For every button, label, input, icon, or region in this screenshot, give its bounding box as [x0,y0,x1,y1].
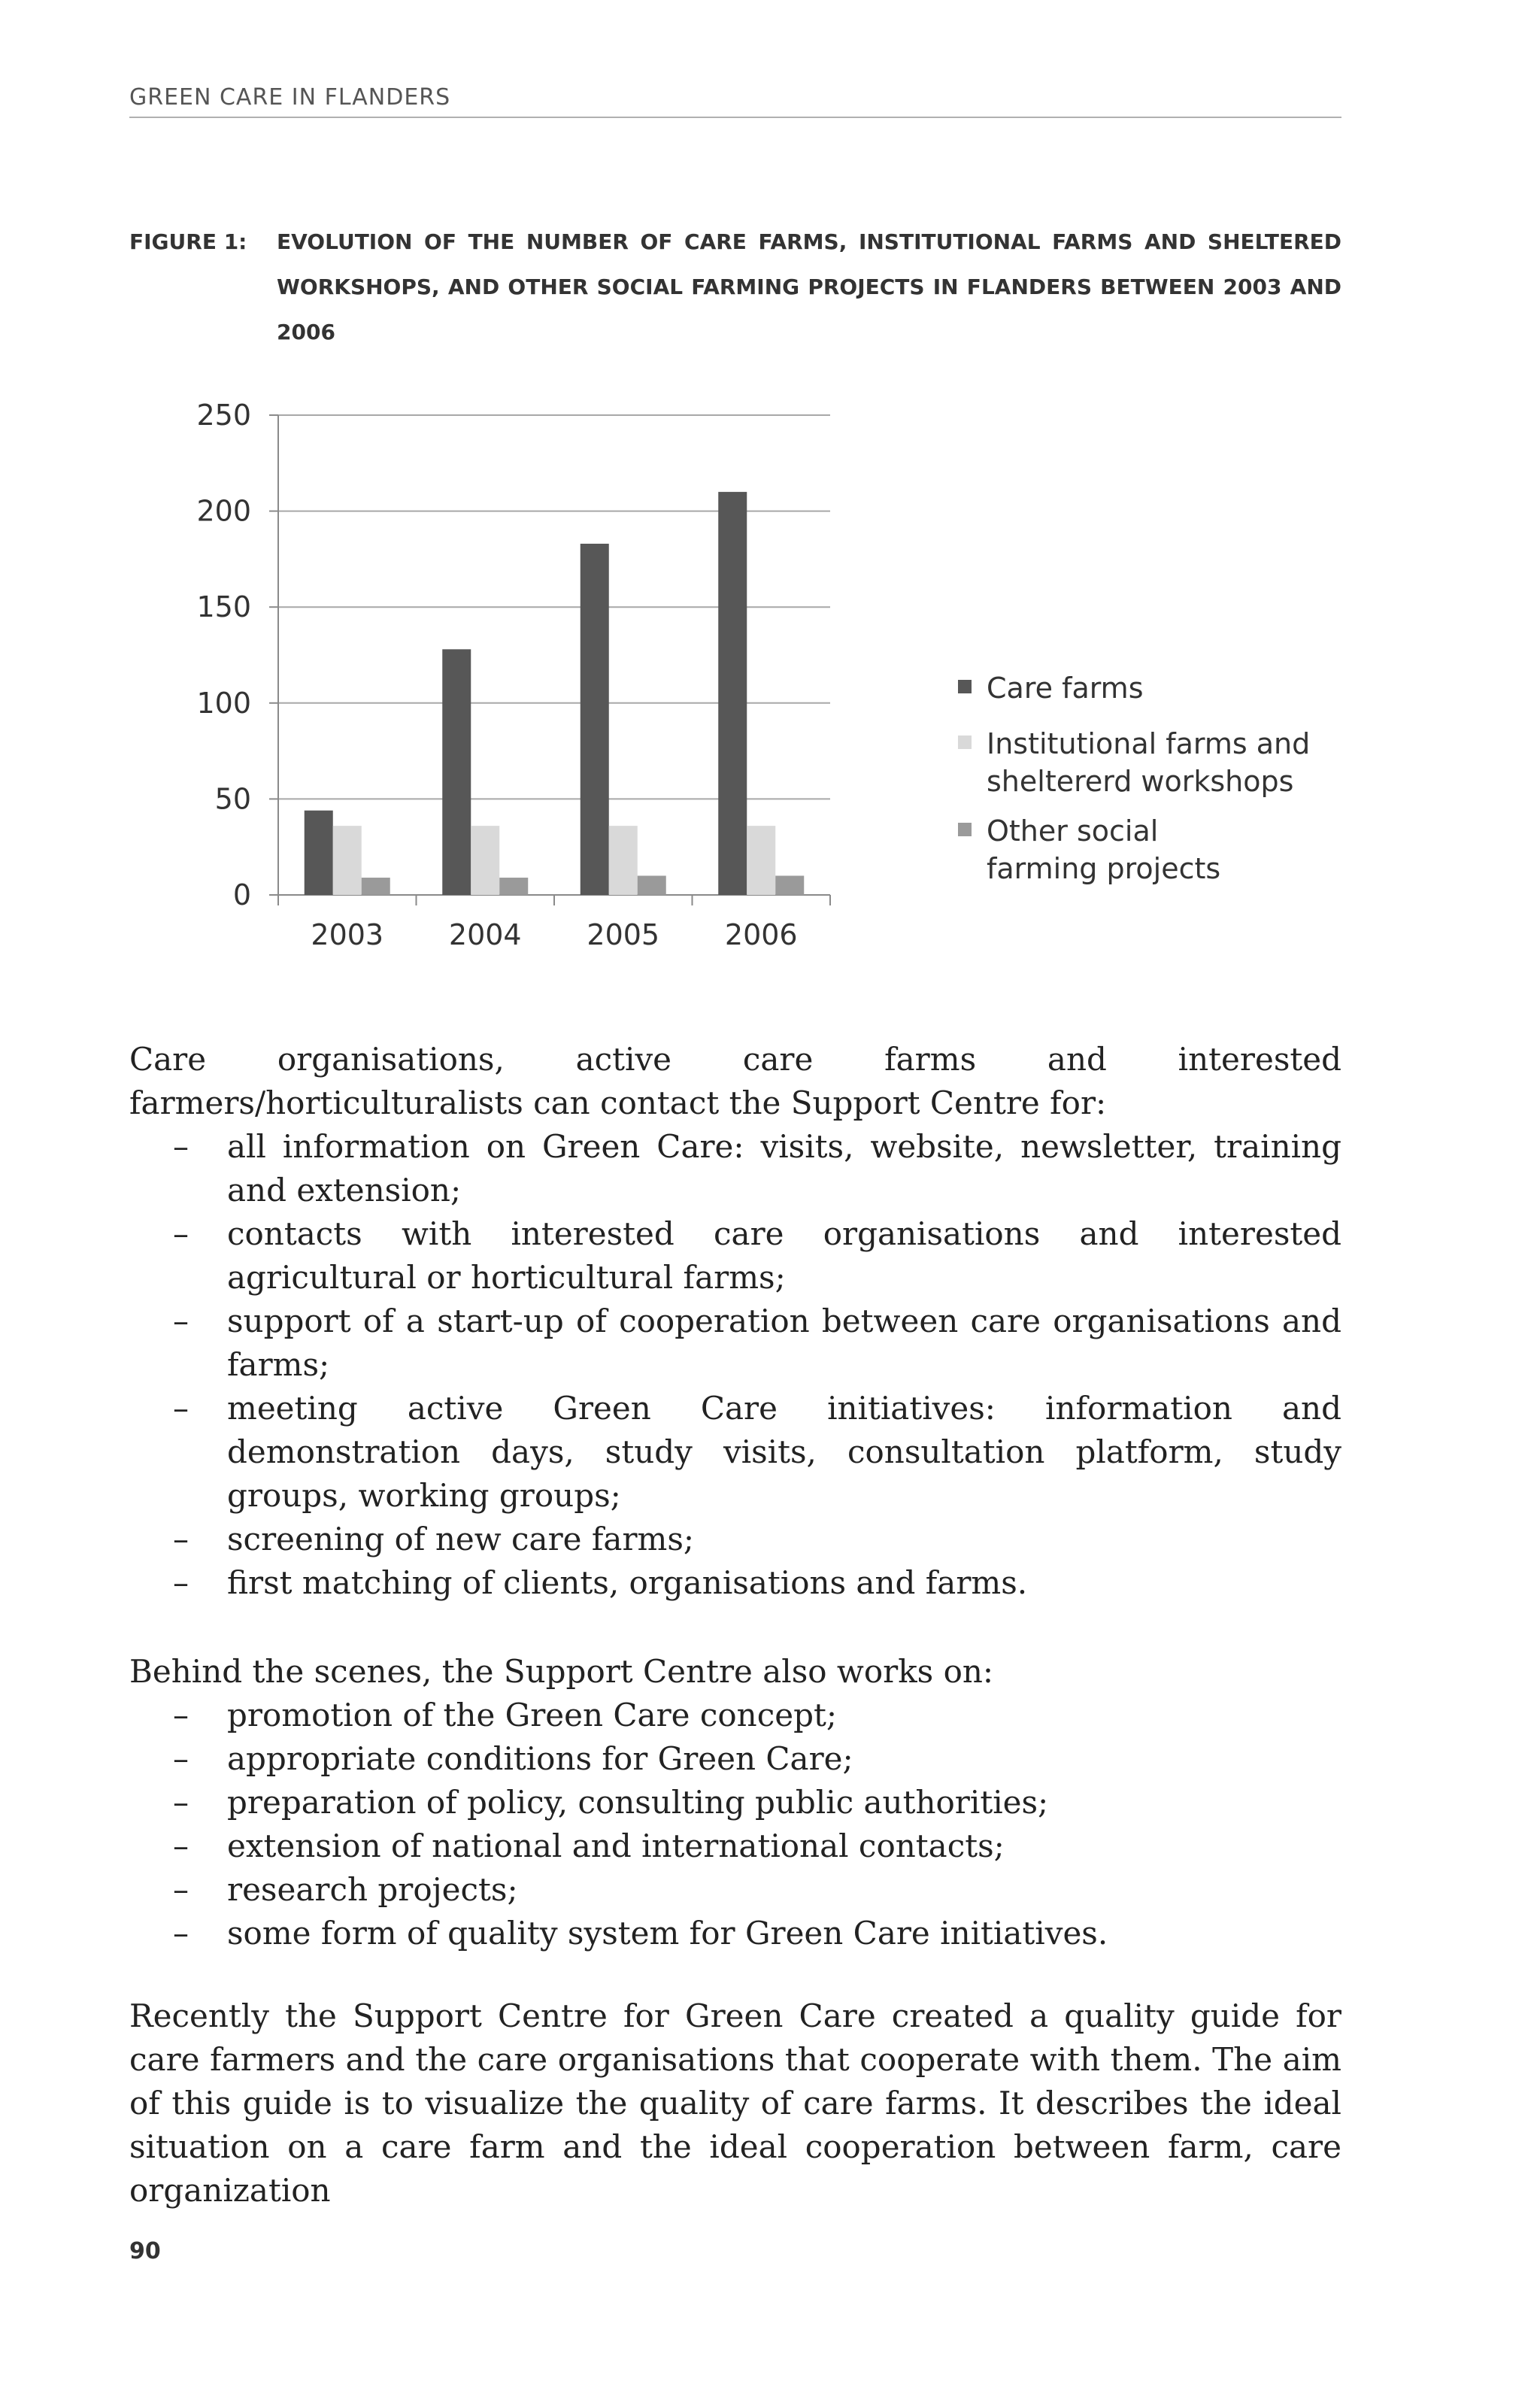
list-item: – first matching of clients, organisations and farms. [129,1561,1341,1605]
bar [775,875,804,895]
list-item: – all information on Green Care: visits, website, newsletter, training and extension; [129,1125,1341,1212]
list-item: – meeting active Green Care initiatives: information and demonstration days, study visits, consultation platform, study groups, working groups; [129,1387,1341,1518]
list-item: – some form of quality system for Green Care initiatives. [129,1912,1341,1955]
behind-the-scenes [129,1650,1341,1955]
bar [362,878,390,895]
y-tick-label: 250 [196,399,251,432]
legend-swatch [958,736,972,749]
list-item: – research projects; [129,1868,1341,1912]
legend-swatch [958,823,972,836]
running-title: GREEN CARE IN FLANDERS [129,84,451,111]
page-number: 90 [129,2238,161,2264]
legend-label: Other social [987,814,1159,848]
section1-intro: Care organisations, active care farms and interested farmers/horticulturalists can contact the Support Centre for: [129,1041,1341,1121]
legend-label: Institutional farms and [987,727,1311,760]
bar-chart [0,0,1540,1000]
y-tick-label: 100 [196,686,251,720]
x-tick-label: 2005 [587,918,660,951]
list-item: – screening of new care farms; [129,1518,1341,1561]
bar [609,826,638,895]
legend-swatch [958,680,972,693]
list-item: – contacts with interested care organisations and interested agricultural or horticultural farms; [129,1212,1341,1300]
bar [333,826,362,895]
bar [442,649,471,895]
bar [638,875,666,895]
y-tick-label: 50 [214,782,251,816]
list-item: – appropriate conditions for Green Care; [129,1737,1341,1781]
section3-text: Recently the Support Centre for Green Care created a quality guide for care farmers and the care organisations that cooperate with them. The aim of this guide is to visualize the quality of care farms. It describes the ideal situation on a care farm and the ideal cooperation between farm, care organization [129,1997,1341,2209]
bar [471,826,499,895]
x-tick-label: 2004 [448,918,522,951]
section2-list [129,1694,1341,1955]
y-tick-label: 150 [196,590,251,624]
legend-label: sheltererd workshops [987,765,1294,798]
bar [581,544,609,895]
list-item: – preparation of policy, consulting public authorities; [129,1781,1341,1824]
section1-list [129,1125,1341,1605]
bar [499,878,528,895]
section2-intro: Behind the scenes, the Support Centre also works on: [129,1653,994,1690]
y-tick-label: 0 [232,878,251,911]
figure-caption-text: EVOLUTION OF THE NUMBER OF CARE FARMS, INSTITUTIONAL FARMS AND SHELTERED WORKSHOPS, AND OTHER SOCIAL FARMING PROJECTS IN FLANDERS BETWEEN 2003 AND 2006 [277,229,1341,344]
list-item: – promotion of the Green Care concept; [129,1694,1341,1737]
figure-label: FIGURE 1: [129,229,247,254]
x-tick-label: 2003 [311,918,384,951]
quality-guide-paragraph [129,1994,1341,2213]
legend-label: Care farms [987,672,1144,705]
support-centre-services [129,1038,1341,1605]
y-tick-label: 200 [196,494,251,528]
bar [305,811,333,895]
legend-label: farming projects [987,852,1221,885]
bar [747,826,775,895]
bar [718,492,747,895]
list-item: – extension of national and international contacts; [129,1824,1341,1868]
list-item: – support of a start-up of cooperation between care organisations and farms; [129,1300,1341,1387]
x-tick-label: 2006 [724,918,798,951]
